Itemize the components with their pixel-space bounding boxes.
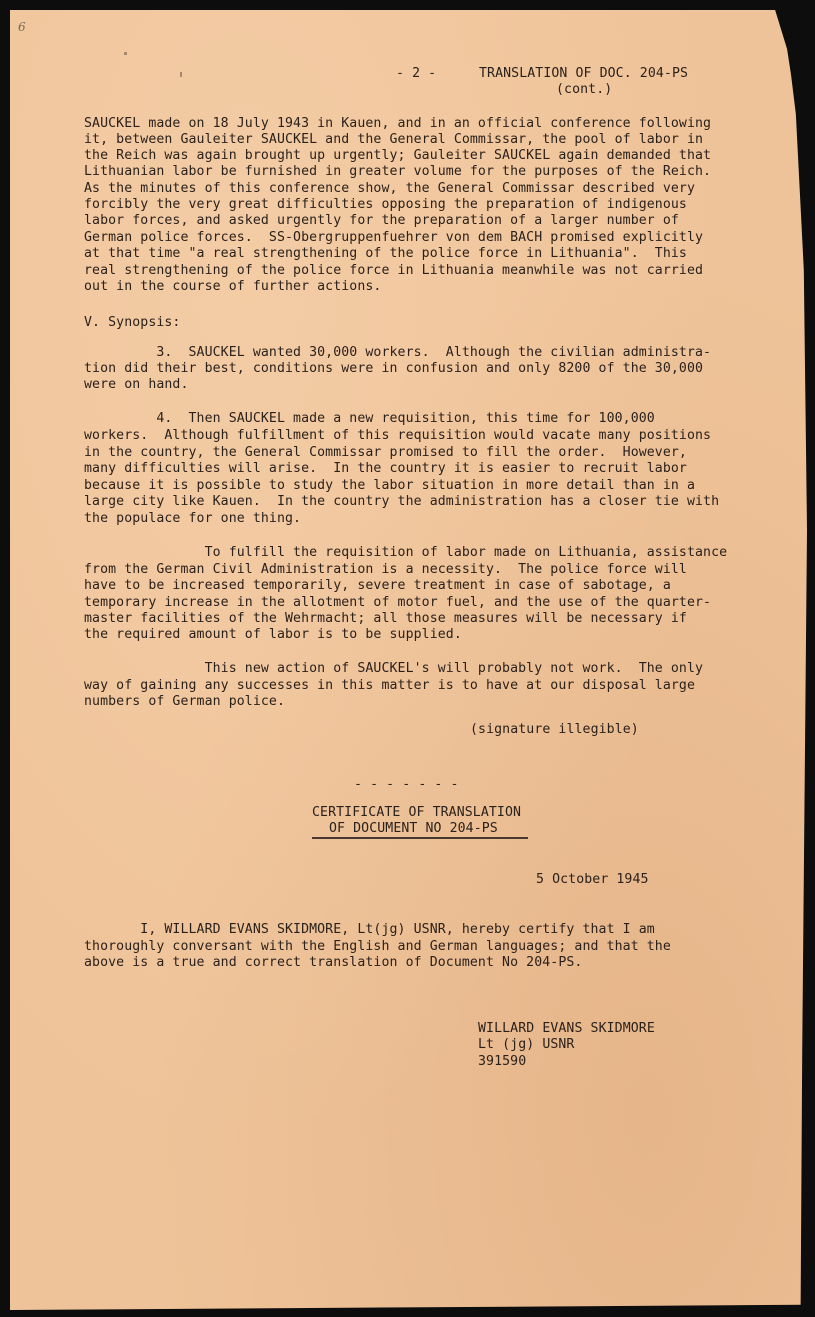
text-line: in the country, the General Commissar promised to fill the order. However,	[84, 445, 687, 460]
text-line: forcibly the very great difficulties opposing the preparation of indigenous	[84, 197, 687, 212]
signer-rank: Lt (jg) USNR	[478, 1037, 575, 1052]
certificate-title: CERTIFICATE OF TRANSLATION	[312, 805, 522, 820]
text-line: workers. Although fulfillment of this requisition would vacate many positions	[84, 428, 712, 443]
text-line: from the German Civil Administration is a necessity. The police force will	[84, 562, 687, 577]
text-line: at that time "a real strengthening of the police force in Lithuania". This	[84, 246, 687, 261]
separator: - - - - - - -	[354, 777, 459, 792]
text-line: above is a true and correct translation of Document No 204-PS.	[84, 955, 583, 970]
text-line: many difficulties will arise. In the country it is easier to recruit labor	[84, 461, 687, 476]
certificate-date: 5 October 1945	[536, 872, 649, 887]
text-line: I, WILLARD EVANS SKIDMORE, Lt(jg) USNR, hereby certify that I am	[84, 922, 655, 937]
stray-mark	[124, 52, 127, 55]
text-line: the required amount of labor is to be supplied.	[84, 627, 462, 642]
signer-number: 391590	[478, 1054, 527, 1069]
certificate-underline	[312, 837, 528, 839]
text-line: because it is possible to study the labor situation in more detail than in a	[84, 478, 696, 493]
text-line: This new action of SAUCKEL's will probably not work. The only	[84, 661, 704, 676]
text-line: the populace for one thing.	[84, 511, 302, 526]
text-line: As the minutes of this conference show, the General Commissar described very	[84, 181, 696, 196]
text-line: the Reich was again brought up urgently; Gauleiter SAUCKEL again demanded that	[84, 148, 712, 163]
text-line: master facilities of the Wehrmacht; all those measures will be necessary if	[84, 611, 687, 626]
doc-title: TRANSLATION OF DOC. 204-PS	[479, 66, 689, 81]
stray-mark	[180, 72, 182, 77]
text-line: numbers of German police.	[84, 694, 285, 709]
page-number: - 2 -	[396, 66, 437, 81]
text-line: have to be increased temporarily, severe treatment in case of sabotage, a	[84, 578, 671, 593]
text-line: out in the course of further actions.	[84, 279, 382, 294]
text-line: large city like Kauen. In the country the administration has a closer tie with	[84, 494, 720, 509]
continued-label: (cont.)	[556, 82, 613, 97]
text-line: tion did their best, conditions were in confusion and only 8200 of the 30,000	[84, 361, 704, 376]
text-line: it, between Gauleiter SAUCKEL and the General Commissar, the pool of labor in	[84, 132, 704, 147]
signature-note: (signature illegible)	[470, 722, 639, 737]
text-line: were on hand.	[84, 377, 189, 392]
text-line: way of gaining any successes in this matter is to have at our disposal large	[84, 678, 696, 693]
text-line: SAUCKEL made on 18 July 1943 in Kauen, and in an official conference following	[84, 116, 712, 131]
corner-mark: 6	[18, 20, 26, 34]
certificate-title: OF DOCUMENT NO 204-PS	[329, 821, 498, 836]
text-line: German police forces. SS-Obergruppenfuehrer von dem BACH promised explicitly	[84, 230, 704, 245]
text-line: thoroughly conversant with the English and German languages; and that the	[84, 939, 671, 954]
text-line: temporary increase in the allotment of motor fuel, and the use of the quarter-	[84, 595, 712, 610]
text-line: labor forces, and asked urgently for the preparation of a larger number of	[84, 213, 679, 228]
text-line: real strengthening of the police force in Lithuania meanwhile was not carried	[84, 263, 704, 278]
signer-name: WILLARD EVANS SKIDMORE	[478, 1021, 655, 1036]
section-heading: V. Synopsis:	[84, 315, 181, 330]
text-line: 3. SAUCKEL wanted 30,000 workers. Although the civilian administra-	[84, 345, 712, 360]
text-line: 4. Then SAUCKEL made a new requisition, this time for 100,000	[84, 411, 655, 426]
text-line: Lithuanian labor be furnished in greater volume for the purposes of the Reich.	[84, 164, 712, 179]
text-line: To fulfill the requisition of labor made on Lithuania, assistance	[84, 545, 728, 560]
